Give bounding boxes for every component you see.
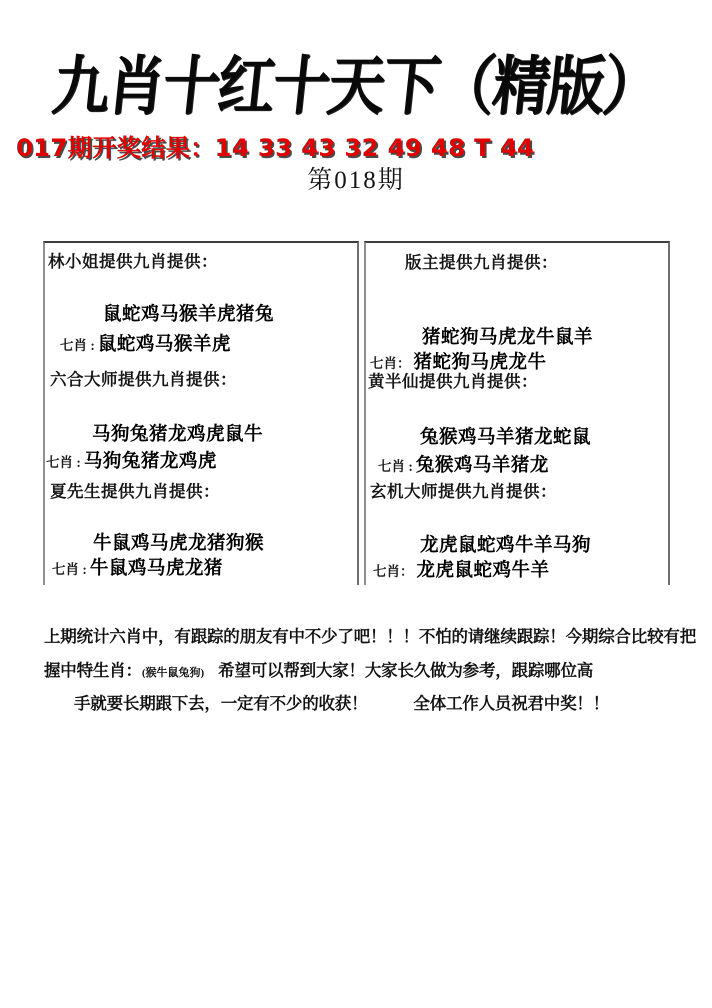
seven-value: 龙虎鼠蛇鸡牛羊 — [416, 561, 550, 581]
seven-value: 兔猴鸡马羊猪龙 — [415, 456, 549, 476]
footer-note — [44, 623, 697, 724]
provider-heading-liuhedashi: 六合大师提供九肖提供： — [50, 370, 237, 389]
seven-zodiac-line — [46, 447, 217, 473]
seven-label: 七肖： — [373, 564, 414, 579]
seven-value: 猪蛇狗马虎龙牛 — [413, 353, 547, 373]
previous-result-line — [16, 128, 534, 163]
seven-label: 七肖 : — [378, 459, 413, 474]
nine-zodiac-line: 牛鼠鸡马虎龙猪狗猴 — [93, 534, 265, 554]
seven-zodiac-line — [378, 451, 549, 477]
seven-label: 七肖 : — [52, 562, 87, 577]
provider-heading-banzhu: 版主提供九肖提供： — [405, 253, 558, 272]
seven-zodiac-line — [52, 554, 223, 580]
footer-line-1: 上期统计六肖中，有跟踪的朋友有中不少了吧！！！不怕的请继续跟踪！今期综合比较有把 — [44, 627, 697, 646]
nine-zodiac-line: 龙虎鼠蛇鸡牛羊马狗 — [420, 536, 592, 556]
masthead-title: 九肖十红十天下（精版） — [49, 49, 662, 124]
seven-value: 鼠蛇鸡马猴羊虎 — [97, 335, 231, 355]
provider-heading-linxiaojie: 林小姐提供九肖提供： — [48, 252, 218, 271]
footer-special-zodiac-paren: (猴牛鼠兔狗) — [141, 666, 205, 679]
nine-zodiac-line: 猪蛇狗马虎龙牛鼠羊 — [422, 328, 594, 348]
provider-heading-xiaxiansheng: 夏先生提供九肖提供： — [50, 482, 220, 501]
seven-zodiac-line — [60, 330, 231, 356]
previous-result-label: 017期开奖结果： — [16, 134, 215, 162]
footer-line-3-part2: 全体工作人员祝君中奖！！ — [413, 694, 610, 713]
seven-label: 七肖： — [370, 356, 411, 371]
seven-value: 牛鼠鸡马虎龙猪 — [89, 559, 223, 579]
provider-heading-huangbanxian: 黄半仙提供九肖提供： — [368, 372, 538, 391]
footer-line-3 — [44, 690, 676, 724]
previous-result-numbers: 14 33 43 32 49 48 T 44 — [214, 134, 535, 162]
seven-value: 马狗兔猪龙鸡虎 — [83, 452, 217, 472]
nine-zodiac-line: 马狗兔猪龙鸡虎鼠牛 — [92, 425, 264, 445]
nine-zodiac-line: 兔猴鸡马羊猪龙蛇鼠 — [420, 428, 592, 448]
seven-zodiac-line — [373, 556, 550, 582]
footer-line-2-rest: 希望可以帮到大家！大家长久做为参考，跟踪哪位高 — [218, 660, 594, 680]
footer-line-2 — [44, 657, 676, 691]
provider-heading-xuanjidashi: 玄机大师提供九肖提供： — [370, 482, 557, 501]
seven-label: 七肖 : — [46, 455, 81, 470]
issue-number: 第018期 — [307, 167, 405, 194]
footer-line-2-prefix: 握中特生肖： — [44, 660, 142, 680]
seven-label: 七肖 : — [60, 338, 95, 353]
nine-zodiac-line: 鼠蛇鸡马猴羊虎猪兔 — [103, 305, 275, 325]
footer-line-3-part1: 手就要长期跟下去，一定有不少的收获！ — [74, 694, 368, 713]
